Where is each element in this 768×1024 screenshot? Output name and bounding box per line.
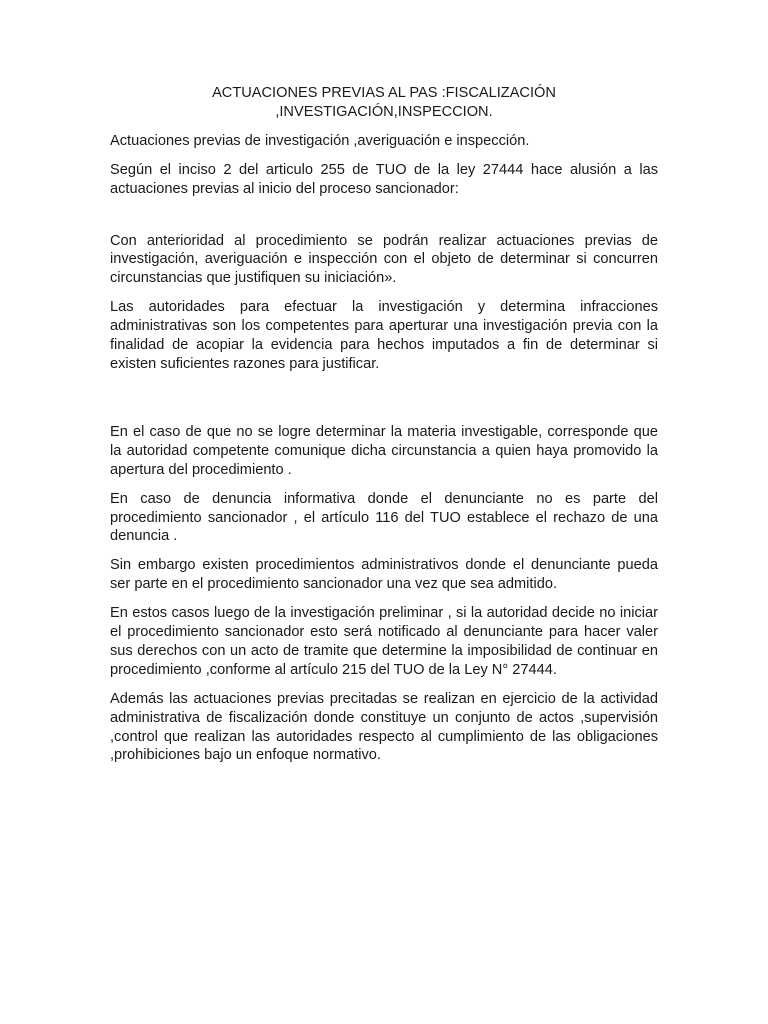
paragraph-1: Según el inciso 2 del articulo 255 de TUO de la ley 27444 hace alusión a las actuaciones previas al inicio del proceso sancionador: [110,161,658,197]
title-line-1: ACTUACIONES PREVIAS AL PAS :FISCALIZACIÓN [212,85,556,101]
document-title [110,84,658,122]
paragraph-5: En caso de denuncia informativa donde el denunciante no es parte del procedimiento sancionador , el artículo 116 del TUO establece el rechazo de una denuncia . [110,490,658,545]
paragraph-2: Con anterioridad al procedimiento se podrán realizar actuaciones previas de investigación, averiguación e inspección con el objeto de determinar si concurren circunstancias que justifiquen su iniciación». [110,232,658,287]
paragraph-4: En el caso de que no se logre determinar la materia investigable, corresponde que la autoridad competente comunique dicha circunstancia a quien haya promovido la apertura del procedimiento . [110,423,658,478]
paragraph-3: Las autoridades para efectuar la investigación y determina infracciones administrativas son los competentes para aperturar una investigación previa con la finalidad de acopiar la evidencia para hechos imputados a fin de determinar si existen suficientes razones para justificar. [110,299,658,372]
paragraph-6: Sin embargo existen procedimientos administrativos donde el denunciante pueda ser parte en el procedimiento sancionador una vez que sea admitido. [110,557,658,593]
paragraph-8: Además las actuaciones previas precitadas se realizan en ejercicio de la actividad administrativa de fiscalización donde constituye un conjunto de actos ,supervisión ,control que realizan las autoridades respecto al cumplimiento de las obligaciones ,prohibiciones bajo un enfoque normativo. [110,690,658,764]
document-body [110,84,658,765]
title-line-2: ,INVESTIGACIÓN,INSPECCION. [275,103,493,120]
document-subtitle: Actuaciones previas de investigación ,averiguación e inspección. [110,132,530,149]
paragraph-7: En estos casos luego de la investigación preliminar , si la autoridad decide no iniciar el procedimiento sancionador esto será notificado al denunciante para hacer valer sus derechos con un acto de tramite que determine la imposibilidad de continuar en procedimiento ,conforme al artículo 215 del TUO de la Ley N° 27444. [110,605,658,678]
